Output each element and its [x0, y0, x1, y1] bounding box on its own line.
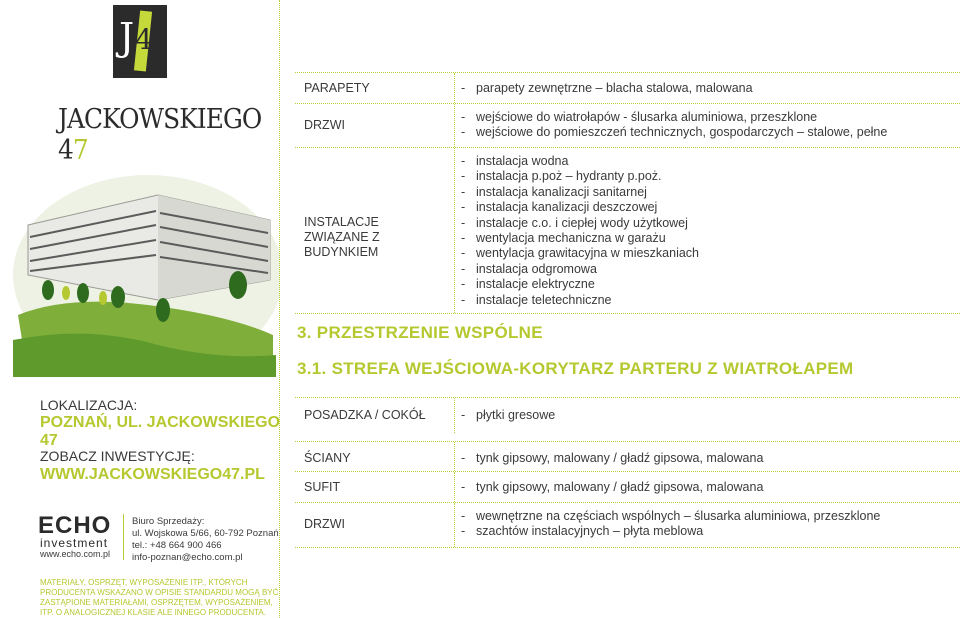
- list-item: - szachtów instalacyjnych – płyta meblowa: [461, 524, 880, 539]
- list-item: - instalacja wodna: [461, 154, 699, 169]
- office-email[interactable]: info-poznan@echo.com.pl: [132, 552, 243, 563]
- list-item: - wentylacja grawitacyjna w mieszkaniach: [461, 246, 699, 261]
- list-item: - instalacja kanalizacji deszczowej: [461, 200, 699, 215]
- sales-office: [132, 516, 279, 564]
- row-name: INSTALACJE ZWIĄZANE Z BUDYNKIEM: [304, 215, 380, 259]
- brand-name: JACKOWSKIEGO 47: [58, 104, 262, 166]
- spec-row-sciany: [295, 441, 960, 471]
- list-item: - wejściowe do pomieszczeń technicznych, gospodarczych – stalowe, pełne: [461, 125, 887, 140]
- spec-row-posadzka: [295, 397, 960, 433]
- list-item: - wentylacja mechaniczna w garażu: [461, 231, 699, 246]
- location-label: LOKALIZACJA:: [40, 397, 138, 413]
- list-item: - parapety zewnętrzne – blacha stalowa, malowana: [461, 81, 753, 96]
- row-name: PARAPETY: [304, 81, 370, 95]
- row-name: DRZWI: [304, 118, 345, 132]
- spec-row-sufit: [295, 471, 960, 502]
- office-phone: tel.: +48 664 900 466: [132, 540, 222, 551]
- column-divider: [279, 0, 280, 618]
- list-item: - tynk gipsowy, malowany / gładź gipsowa, malowana: [461, 451, 763, 466]
- list-item: - wejściowe do wiatrołapów - ślusarka aluminiowa, przeszklone: [461, 110, 887, 125]
- row-name: POSADZKA / COKÓŁ: [304, 408, 426, 422]
- list-item: - instalacja kanalizacji sanitarnej: [461, 185, 699, 200]
- row-items: [461, 154, 699, 308]
- left-panel: [0, 0, 280, 618]
- spec-row-drzwi-wspolne: [295, 502, 960, 548]
- office-address: ul. Wojskowa 5/66, 60-792 Poznań: [132, 528, 279, 539]
- list-item: - instalacja p.poż – hydranty p.poż.: [461, 169, 699, 184]
- subsection-heading: 3.1. STREFA WEJŚCIOWA-KORYTARZ PARTERU Z WIATROŁAPEM: [297, 359, 854, 378]
- row-items: [461, 110, 887, 141]
- echo-website-link[interactable]: www.echo.com.pl: [40, 549, 111, 559]
- echo-logo: ECHO: [38, 512, 112, 539]
- list-item: - instalacja odgromowa: [461, 262, 699, 277]
- row-items: [461, 509, 880, 540]
- row-name: ŚCIANY: [304, 451, 351, 465]
- list-item: - instalacje teletechniczne: [461, 293, 699, 308]
- investment-link[interactable]: WWW.JACKOWSKIEGO47.PL: [40, 466, 265, 483]
- spec-row-drzwi: [295, 103, 960, 147]
- row-name: DRZWI: [304, 517, 345, 531]
- logo-number: 47: [135, 23, 167, 56]
- list-item: - instalacje elektryczne: [461, 277, 699, 292]
- spec-row-instalacje: [295, 147, 960, 314]
- list-item: - wewnętrzne na częściach wspólnych – ślusarka aluminiowa, przeszklone: [461, 509, 880, 524]
- row-items: [461, 480, 763, 495]
- echo-logo-sub: investment: [40, 536, 109, 550]
- office-title: Biuro Sprzedaży:: [132, 516, 205, 527]
- building-illustration: [8, 165, 280, 377]
- investment-label: ZOBACZ INWESTYCJĘ:: [40, 448, 195, 464]
- list-item: - instalacje c.o. i ciepłej wody użytkowej: [461, 216, 699, 231]
- section-heading: 3. PRZESTRZENIE WSPÓLNE: [297, 323, 543, 342]
- row-items: [461, 408, 555, 423]
- logo-letter: J: [119, 15, 135, 59]
- row-name: SUFIT: [304, 480, 341, 494]
- row-items: [461, 451, 763, 466]
- list-item: - płytki gresowe: [461, 408, 555, 423]
- spec-row-parapety: [295, 72, 960, 103]
- disclaimer: MATERIAŁY, OSPRZĘT, WYPOSAŻENIE ITP., KTÓRYCH PRODUCENTA WSKAZANO W OPISIE STANDARDU MOGĄ BYĆ ZASTĄPIONE MATERIAŁAMI, OSPRZĘTEM, WYPOSAŻENIEM, ITP. O ANALOGICZNEJ KLASIE ALE INNEGO PRODUCENTA.: [40, 578, 279, 617]
- office-divider: [123, 514, 124, 560]
- row-items: [461, 81, 753, 96]
- list-item: - tynk gipsowy, malowany / gładź gipsowa, malowana: [461, 480, 763, 495]
- location-value: POZNAŃ, UL. JACKOWSKIEGO 47: [40, 414, 281, 449]
- logo-j47: [113, 5, 167, 78]
